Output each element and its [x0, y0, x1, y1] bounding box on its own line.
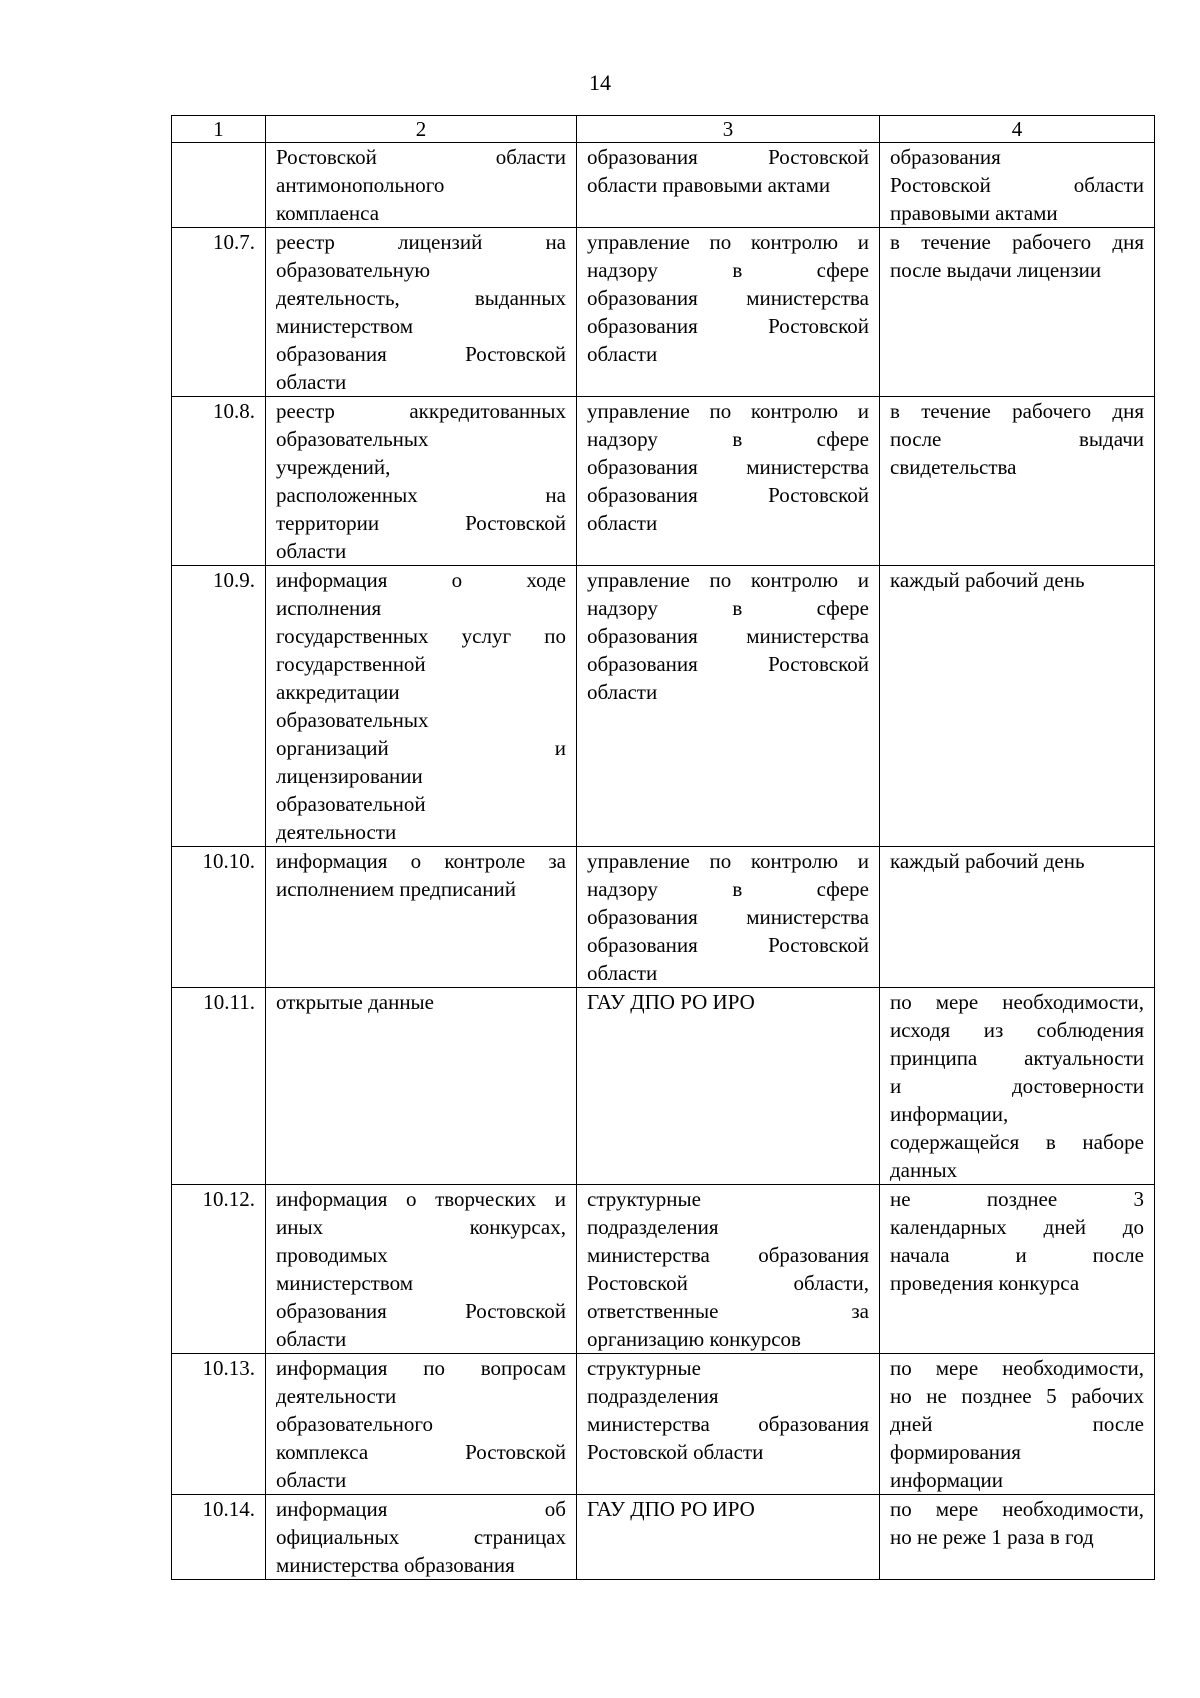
- table-row: [172, 1185, 1155, 1354]
- cell-text-line: Ростовской области,: [587, 1271, 869, 1295]
- cell-text-line: области: [587, 961, 658, 985]
- cell-text-line: Ростовской области: [276, 145, 566, 169]
- cell-text-line: управление по контролю и: [587, 849, 869, 873]
- cell-text-line: исходя из соблюдения: [890, 1018, 1144, 1042]
- cell-text-line: реестр аккредитованных: [276, 399, 566, 423]
- cell-text-line: управление по контролю и: [587, 230, 869, 254]
- deadline-cell: [880, 1185, 1155, 1354]
- cell-text-line: образования Ростовской: [587, 652, 869, 676]
- responsible-cell: [577, 397, 880, 566]
- table-header-row: [172, 116, 1155, 143]
- information-cell: [266, 1495, 577, 1580]
- cell-text-line: организаций и: [276, 736, 566, 760]
- cell-text-line: но не реже 1 раза в год: [890, 1525, 1094, 1549]
- cell-text-line: государственной: [276, 652, 426, 676]
- cell-text-line: деятельность, выданных: [276, 286, 566, 310]
- cell-text-line: образовательной: [276, 792, 426, 816]
- information-cell: [266, 228, 577, 397]
- cell-text-line: деятельности: [276, 1384, 397, 1408]
- deadline-cell: [880, 228, 1155, 397]
- cell-text-line: организацию конкурсов: [587, 1327, 801, 1351]
- cell-text-line: информация о контроле за: [276, 849, 566, 873]
- cell-text-line: Ростовской области: [587, 1440, 764, 1464]
- deadline-cell: [880, 988, 1155, 1185]
- cell-text-line: исполнения: [276, 596, 382, 620]
- responsible-cell: [577, 228, 880, 397]
- responsible-cell: [577, 847, 880, 988]
- cell-text-line: информации,: [890, 1102, 1009, 1126]
- cell-text-line: области: [276, 1468, 347, 1492]
- cell-text-line: структурные: [587, 1356, 701, 1380]
- information-cell: [266, 988, 577, 1185]
- cell-text-line: дней после: [890, 1412, 1144, 1436]
- cell-text-line: территории Ростовской: [276, 511, 566, 535]
- cell-text-line: образования Ростовской: [276, 342, 566, 366]
- cell-text-line: информации: [890, 1468, 1003, 1492]
- cell-text-line: ГАУ ДПО РО ИРО: [587, 1497, 755, 1521]
- cell-text-line: данных: [890, 1158, 958, 1182]
- cell-text-line: исполнением предписаний: [276, 877, 516, 901]
- cell-text-line: формирования: [890, 1440, 1021, 1464]
- row-number-cell: 10.10.: [172, 847, 266, 988]
- cell-text-line: надзору в сфере: [587, 258, 869, 282]
- row-number-cell: 10.13.: [172, 1354, 266, 1495]
- cell-text-line: образования министерства: [587, 905, 869, 929]
- information-cell: [266, 566, 577, 847]
- cell-text-line: образования министерства: [587, 624, 869, 648]
- cell-text-line: проведения конкурса: [890, 1271, 1080, 1295]
- cell-text-line: информация о творческих и: [276, 1187, 566, 1211]
- table-row: [172, 228, 1155, 397]
- cell-text-line: содержащейся в наборе: [890, 1130, 1144, 1154]
- cell-text-line: информация об: [276, 1497, 566, 1521]
- cell-text-line: Ростовской области: [890, 173, 1144, 197]
- cell-text-line: официальных страницах: [276, 1525, 566, 1549]
- table-body: [172, 116, 1155, 1580]
- cell-text-line: проводимых: [276, 1243, 388, 1267]
- cell-text-line: открытые данные: [276, 990, 434, 1014]
- cell-text-line: иных конкурсах,: [276, 1215, 566, 1239]
- cell-text-line: календарных дней до: [890, 1215, 1144, 1239]
- cell-text-line: свидетельства: [890, 455, 1017, 479]
- cell-text-line: области: [276, 1327, 347, 1351]
- cell-text-line: реестр лицензий на: [276, 230, 566, 254]
- row-number-cell: 10.12.: [172, 1185, 266, 1354]
- cell-text-line: каждый рабочий день: [890, 568, 1085, 592]
- cell-text-line: образовательного: [276, 1412, 433, 1436]
- header-cell-3: 3: [577, 116, 880, 143]
- cell-text-line: образования Ростовской: [587, 933, 869, 957]
- information-cell: [266, 1185, 577, 1354]
- cell-text-line: государственных услуг по: [276, 624, 566, 648]
- responsible-cell: [577, 143, 880, 228]
- cell-text-line: каждый рабочий день: [890, 849, 1085, 873]
- cell-text-line: деятельности: [276, 820, 397, 844]
- cell-text-line: но не позднее 5 рабочих: [890, 1384, 1144, 1408]
- cell-text-line: управление по контролю и: [587, 399, 869, 423]
- table-row: [172, 1495, 1155, 1580]
- cell-text-line: комплаенса: [276, 201, 380, 225]
- cell-text-line: образования: [890, 145, 1001, 169]
- cell-text-line: образования Ростовской: [587, 145, 869, 169]
- responsible-cell: [577, 1354, 880, 1495]
- cell-text-line: правовыми актами: [890, 201, 1058, 225]
- cell-text-line: управление по контролю и: [587, 568, 869, 592]
- cell-text-line: принципа актуальности: [890, 1046, 1144, 1070]
- cell-text-line: после выдачи лицензии: [890, 258, 1102, 282]
- deadline-cell: [880, 143, 1155, 228]
- deadline-cell: [880, 1354, 1155, 1495]
- row-number-cell: 10.7.: [172, 228, 266, 397]
- deadline-cell: [880, 566, 1155, 847]
- information-cell: [266, 397, 577, 566]
- cell-text-line: ответственные за: [587, 1299, 869, 1323]
- table-row: [172, 143, 1155, 228]
- cell-text-line: в течение рабочего дня: [890, 399, 1144, 423]
- cell-text-line: министерством: [276, 1271, 413, 1295]
- row-number-cell: 10.14.: [172, 1495, 266, 1580]
- cell-text-line: области: [587, 511, 658, 535]
- cell-text-line: надзору в сфере: [587, 596, 869, 620]
- header-cell-4: 4: [880, 116, 1155, 143]
- table-row: [172, 566, 1155, 847]
- cell-text-line: области правовыми актами: [587, 173, 831, 197]
- data-table: [171, 115, 1155, 1580]
- cell-text-line: начала и после: [890, 1243, 1144, 1267]
- cell-text-line: министерства образования: [587, 1243, 869, 1267]
- cell-text-line: образования министерства: [587, 455, 869, 479]
- row-number-cell: 10.9.: [172, 566, 266, 847]
- cell-text-line: образовательную: [276, 258, 431, 282]
- responsible-cell: [577, 566, 880, 847]
- cell-text-line: расположенных на: [276, 483, 566, 507]
- deadline-cell: [880, 397, 1155, 566]
- cell-text-line: по мере необходимости,: [890, 990, 1144, 1014]
- information-cell: [266, 143, 577, 228]
- cell-text-line: надзору в сфере: [587, 427, 869, 451]
- page-number: 14: [589, 70, 611, 95]
- cell-text-line: после выдачи: [890, 427, 1144, 451]
- cell-text-line: лицензировании: [276, 764, 423, 788]
- responsible-cell: [577, 1185, 880, 1354]
- deadline-cell: [880, 1495, 1155, 1580]
- cell-text-line: по мере необходимости,: [890, 1356, 1144, 1380]
- cell-text-line: информация по вопросам: [276, 1356, 566, 1380]
- cell-text-line: министерства образования: [276, 1553, 515, 1577]
- cell-text-line: области: [276, 370, 347, 394]
- cell-text-line: образовательных: [276, 427, 429, 451]
- cell-text-line: по мере необходимости,: [890, 1497, 1144, 1521]
- cell-text-line: министерства образования: [587, 1412, 869, 1436]
- cell-text-line: образования Ростовской: [276, 1299, 566, 1323]
- cell-text-line: не позднее 3: [890, 1187, 1144, 1211]
- cell-text-line: аккредитации: [276, 680, 400, 704]
- cell-text-line: образования Ростовской: [587, 483, 869, 507]
- deadline-cell: [880, 847, 1155, 988]
- cell-text-line: учреждений,: [276, 455, 391, 479]
- cell-text-line: антимонопольного: [276, 173, 445, 197]
- cell-text-line: и достоверности: [890, 1074, 1144, 1098]
- cell-text-line: министерством: [276, 314, 413, 338]
- table-row: [172, 847, 1155, 988]
- cell-text-line: области: [587, 680, 658, 704]
- row-number-cell: [172, 143, 266, 228]
- responsible-cell: [577, 988, 880, 1185]
- table-row: [172, 988, 1155, 1185]
- cell-text-line: образовательных: [276, 708, 429, 732]
- cell-text-line: подразделения: [587, 1384, 719, 1408]
- header-cell-1: 1: [172, 116, 266, 143]
- information-cell: [266, 847, 577, 988]
- table-row: [172, 1354, 1155, 1495]
- responsible-cell: [577, 1495, 880, 1580]
- cell-text-line: комплекса Ростовской: [276, 1440, 566, 1464]
- cell-text-line: области: [276, 539, 347, 563]
- row-number-cell: 10.8.: [172, 397, 266, 566]
- cell-text-line: ГАУ ДПО РО ИРО: [587, 990, 755, 1014]
- cell-text-line: области: [587, 342, 658, 366]
- cell-text-line: информация о ходе: [276, 568, 566, 592]
- cell-text-line: в течение рабочего дня: [890, 230, 1144, 254]
- cell-text-line: образования Ростовской: [587, 314, 869, 338]
- cell-text-line: надзору в сфере: [587, 877, 869, 901]
- row-number-cell: 10.11.: [172, 988, 266, 1185]
- table-row: [172, 397, 1155, 566]
- cell-text-line: подразделения: [587, 1215, 719, 1239]
- cell-text-line: структурные: [587, 1187, 701, 1211]
- header-cell-2: 2: [266, 116, 577, 143]
- cell-text-line: образования министерства: [587, 286, 869, 310]
- information-cell: [266, 1354, 577, 1495]
